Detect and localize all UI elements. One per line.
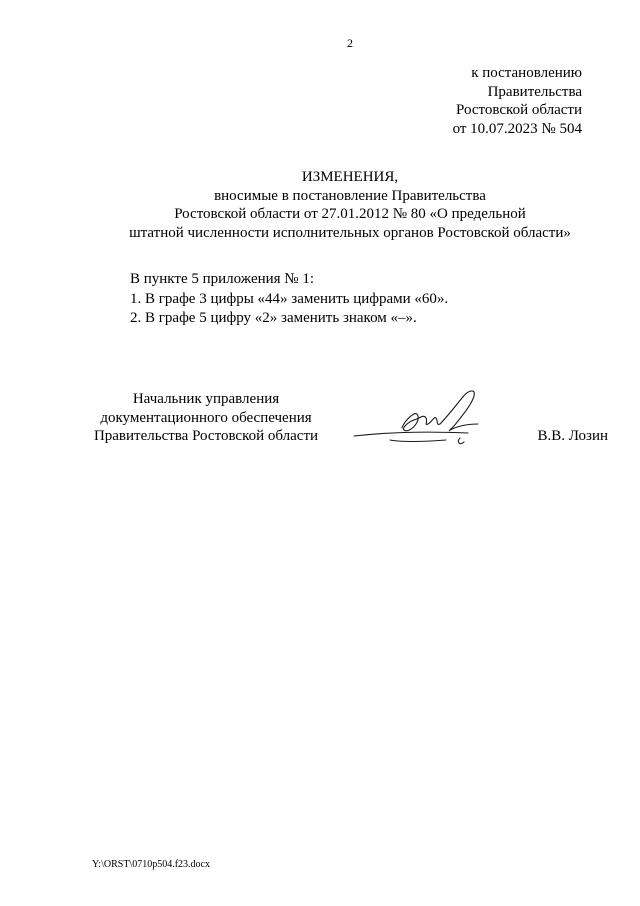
document-heading [0, 168, 640, 242]
body-item: 2. В графе 5 цифру «2» заменить знаком «–». [130, 310, 417, 326]
document-title: ИЗМЕНЕНИЯ, [301, 169, 399, 185]
appendix-line: к постановлению [471, 65, 582, 81]
appendix-line: Правительства [487, 83, 582, 100]
signer-position-line: Начальник управления [132, 391, 280, 407]
appendix-line: от 10.07.2023 № 504 [452, 120, 582, 137]
heading-line: Ростовской области от 27.01.2012 № 80 «О предельной [174, 206, 526, 222]
footer-file-path: Y:\ORST\0710p504.f23.docx [92, 859, 210, 870]
appendix-line: Ростовской области [456, 102, 582, 118]
heading-line: штатной численности исполнительных органов Ростовской области» [129, 224, 571, 241]
signer-name: В.В. Лозин [537, 428, 608, 444]
body-item: 1. В графе 3 цифры «44» заменить цифрами «60». [130, 290, 449, 307]
heading-line: вносимые в постановление Правительства [214, 187, 486, 204]
body-intro: В пункте 5 приложения № 1: [130, 271, 315, 287]
handwritten-signature [350, 384, 500, 450]
signer-position [76, 390, 336, 446]
signer-position-line: Правительства Ростовской области [93, 428, 319, 444]
page-number: 2 [347, 36, 353, 50]
appendix-reference [453, 64, 582, 138]
signer-position-line: документационного обеспечения [100, 409, 312, 426]
document-body [130, 270, 448, 329]
